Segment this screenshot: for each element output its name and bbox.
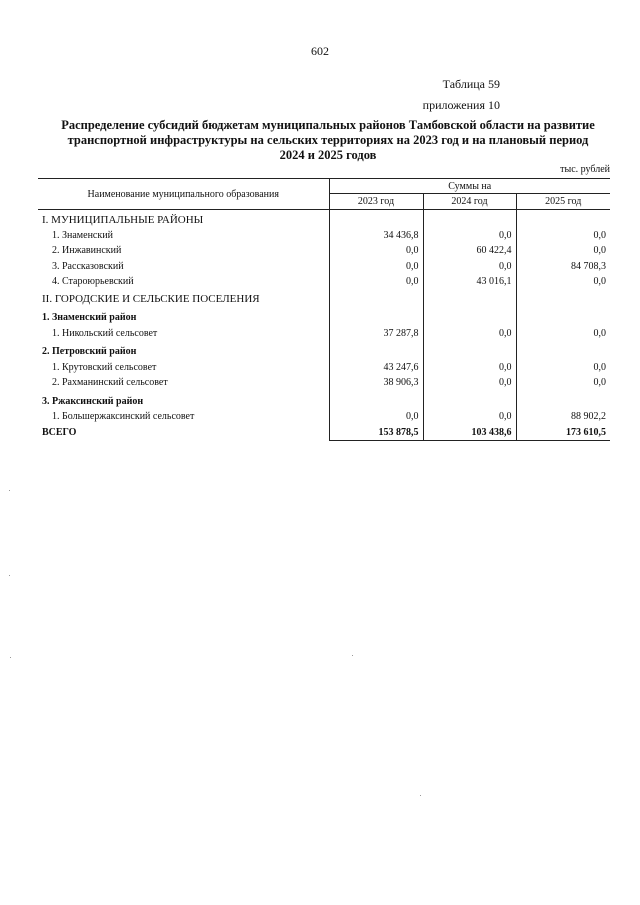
cell-2025: 0,0 <box>516 360 610 376</box>
row-name: 2. Петровский район <box>42 346 137 358</box>
cell-2025 <box>516 341 610 360</box>
row-name: 2. Инжавинский <box>52 245 122 257</box>
row-name: 1. Знаменский район <box>42 312 137 324</box>
cell-2024 <box>423 290 516 308</box>
row-name: 1. Никольский сельсовет <box>52 327 158 339</box>
district-row <box>38 341 610 360</box>
row-name: 1. Знаменский <box>52 229 113 241</box>
cell-2023: 38 906,3 <box>329 375 423 391</box>
table-row <box>38 326 610 342</box>
row-name: 3. Рассказовский <box>52 260 124 272</box>
cell-2025: 0,0 <box>516 243 610 259</box>
column-header-name: Наименование муниципального образования <box>38 179 329 210</box>
cell-2024: 0,0 <box>423 360 516 376</box>
row-name: II. ГОРОДСКИЕ И СЕЛЬСКИЕ ПОСЕЛЕНИЯ <box>42 293 260 306</box>
cell-2024 <box>423 391 516 410</box>
row-name: 2. Рахманинский сельсовет <box>52 377 168 389</box>
cell-2024: 0,0 <box>423 326 516 342</box>
table-row <box>38 360 610 376</box>
cell-2023: 43 247,6 <box>329 360 423 376</box>
district-row <box>38 307 610 326</box>
district-row <box>38 391 610 410</box>
cell-2025: 88 902,2 <box>516 409 610 425</box>
page-number: 602 <box>311 44 329 58</box>
table-row <box>38 243 610 259</box>
scan-speck <box>420 795 421 796</box>
cell-2024 <box>423 307 516 326</box>
cell-2025: 0,0 <box>516 375 610 391</box>
appendix-caption: приложения 10 <box>422 98 500 112</box>
document-title <box>36 118 620 163</box>
cell-2025: 0,0 <box>516 228 610 244</box>
cell-2025 <box>516 210 610 228</box>
cell-2023: 0,0 <box>329 243 423 259</box>
cell-2024 <box>423 210 516 228</box>
column-header-2024: 2024 год <box>423 194 516 210</box>
column-header-2025: 2025 год <box>516 194 610 210</box>
cell-2023: 153 878,5 <box>329 425 423 441</box>
cell-2023: 0,0 <box>329 259 423 275</box>
cell-2023 <box>329 391 423 410</box>
cell-2025: 0,0 <box>516 274 610 290</box>
cell-2024 <box>423 341 516 360</box>
cell-2025 <box>516 391 610 410</box>
title-line: транспортной инфраструктуры на сельских территориях на 2023 год и на плановый период <box>67 133 589 147</box>
column-header-2023: 2023 год <box>329 194 423 210</box>
row-name: 1. Крутовский сельсовет <box>52 361 157 373</box>
cell-2024: 0,0 <box>423 375 516 391</box>
cell-2024: 0,0 <box>423 409 516 425</box>
scan-speck <box>9 490 10 491</box>
scan-speck <box>10 657 11 658</box>
title-line: 2024 и 2025 годов <box>279 148 377 162</box>
cell-2024: 0,0 <box>423 259 516 275</box>
total-row <box>38 425 610 441</box>
cell-2023: 34 436,8 <box>329 228 423 244</box>
cell-2024: 0,0 <box>423 228 516 244</box>
table-row <box>38 228 610 244</box>
scan-speck <box>9 575 10 576</box>
row-name: ВСЕГО <box>42 427 77 438</box>
cell-2023: 37 287,8 <box>329 326 423 342</box>
cell-2023 <box>329 341 423 360</box>
table-row <box>38 259 610 275</box>
section-row <box>38 290 610 308</box>
title-line: Распределение субсидий бюджетам муниципальных районов Тамбовской области на развитие <box>61 118 595 132</box>
row-name: 4. Староюрьевский <box>52 276 134 288</box>
table-row <box>38 274 610 290</box>
row-name: 3. Ржаксинский район <box>42 395 144 407</box>
cell-2023: 0,0 <box>329 409 423 425</box>
column-header-group: Суммы на <box>329 179 610 194</box>
table-row <box>38 375 610 391</box>
cell-2025 <box>516 307 610 326</box>
row-name: I. МУНИЦИПАЛЬНЫЕ РАЙОНЫ <box>42 213 204 226</box>
cell-2023 <box>329 307 423 326</box>
subsidy-table <box>38 178 610 441</box>
table-row <box>38 409 610 425</box>
cell-2024: 60 422,4 <box>423 243 516 259</box>
table-body <box>38 210 610 441</box>
section-row <box>38 210 610 228</box>
row-name: 1. Большержаксинский сельсовет <box>52 411 195 423</box>
cell-2023 <box>329 290 423 308</box>
cell-2023: 0,0 <box>329 274 423 290</box>
cell-2023 <box>329 210 423 228</box>
cell-2025: 173 610,5 <box>516 425 610 441</box>
scan-speck <box>352 655 353 656</box>
cell-2024: 43 016,1 <box>423 274 516 290</box>
cell-2024: 103 438,6 <box>423 425 516 441</box>
units-label: тыс. рублей <box>560 164 610 175</box>
cell-2025: 0,0 <box>516 326 610 342</box>
cell-2025: 84 708,3 <box>516 259 610 275</box>
cell-2025 <box>516 290 610 308</box>
table-caption: Таблица 59 <box>442 77 500 91</box>
